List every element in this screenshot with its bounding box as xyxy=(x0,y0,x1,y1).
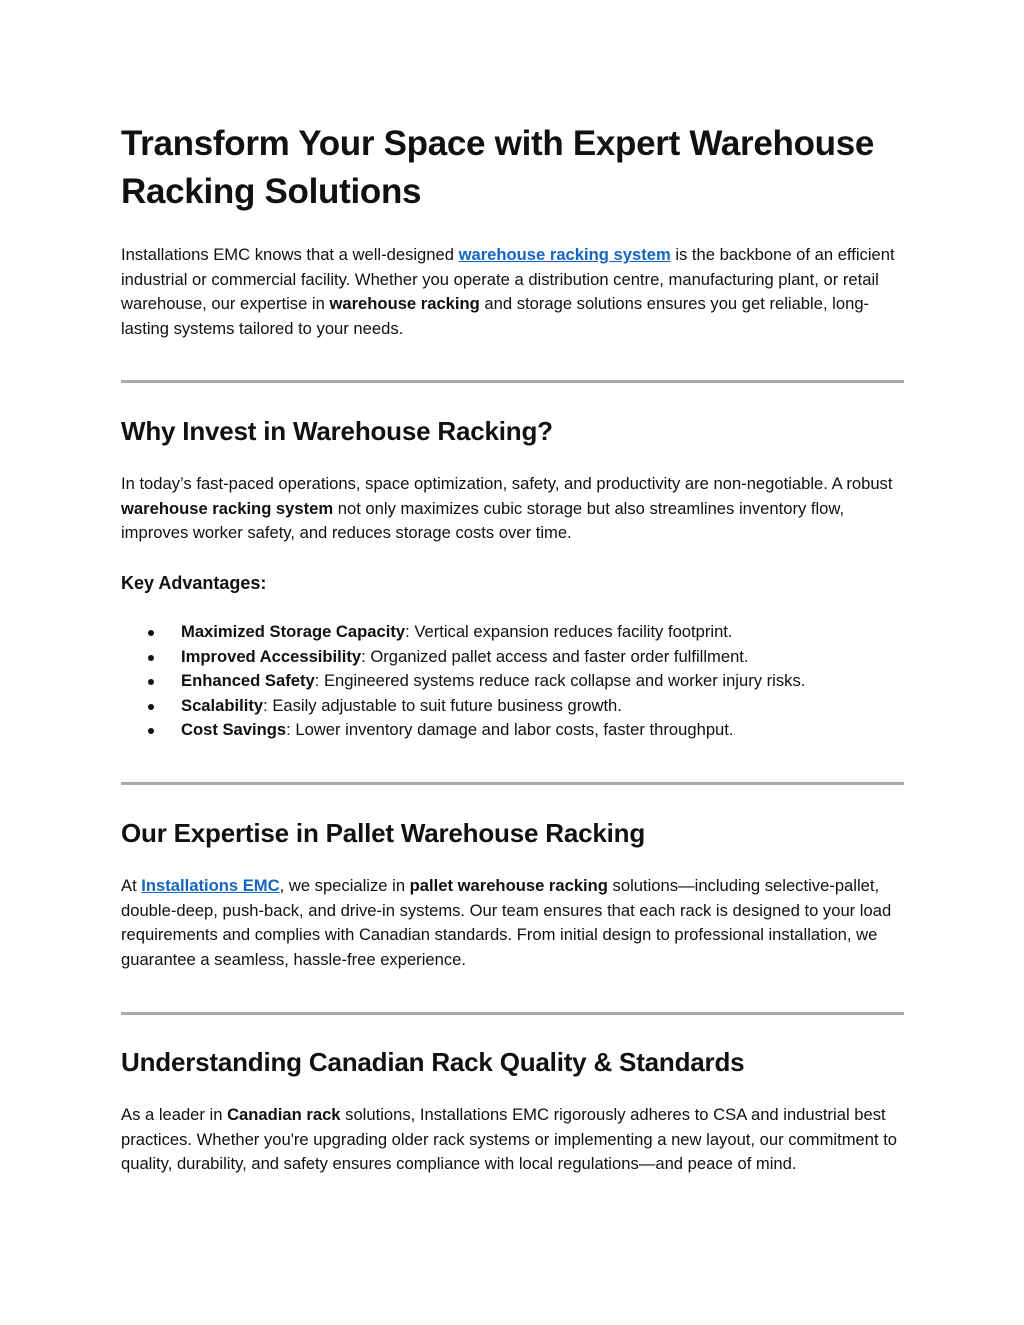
section-divider xyxy=(121,380,904,383)
why-paragraph xyxy=(121,472,904,546)
canadian-text-1: As a leader in xyxy=(121,1105,228,1124)
expertise-text-2: , we specialize in xyxy=(279,876,410,895)
expertise-text-1: At xyxy=(121,876,142,895)
canadian-bold-term: Canadian rack xyxy=(227,1105,341,1124)
canadian-text-2: solutions, Installations EMC rigorously adheres to CSA and industrial best practices. Whether you're upgrading older rack systems or implementing a new layout, our commitment to quality, durability, and safety ensures compliance with local regulations—and peace of mind. xyxy=(121,1105,898,1173)
advantage-desc: : Lower inventory damage and labor costs, faster throughput. xyxy=(286,720,734,739)
list-item xyxy=(121,645,904,670)
advantage-desc: : Organized pallet access and faster order fulfillment. xyxy=(361,646,749,666)
advantage-term: Enhanced Safety xyxy=(181,671,315,690)
why-bold-term: warehouse racking system xyxy=(121,498,334,518)
expertise-text-3: solutions—including selective-pallet, double-deep, push-back, and drive-in systems. Our team ensures that each rack is designed to your load requirements and complies with Canadian standards. From initial design to professional installation, we guarantee a seamless, hassle-free experience. xyxy=(121,876,892,969)
advantage-desc: : Engineered systems reduce rack collapse and worker injury risks. xyxy=(314,671,806,690)
warehouse-racking-system-link[interactable]: warehouse racking system xyxy=(458,245,671,264)
bullet-icon xyxy=(148,679,154,685)
advantage-term: Maximized Storage Capacity xyxy=(181,622,406,641)
advantage-desc: : Vertical expansion reduces facility footprint. xyxy=(405,622,733,641)
key-advantages-heading: Key Advantages: xyxy=(121,573,267,593)
advantage-term: Cost Savings xyxy=(181,720,287,739)
bullet-icon xyxy=(148,630,154,636)
intro-text-2: is the backbone of an efficient industrial or commercial facility. Whether you operate a distribution centre, manufacturing plant, or retail warehouse, our expertise in xyxy=(121,245,895,313)
page-title: Transform Your Space with Expert Warehouse Racking Solutions xyxy=(121,124,875,211)
section-divider xyxy=(121,782,904,785)
advantage-term: Scalability xyxy=(181,695,264,715)
why-text-1: In today’s fast-paced operations, space optimization, safety, and productivity are non-negotiable. A robust xyxy=(121,474,893,493)
intro-bold-term: warehouse racking xyxy=(329,294,480,313)
advantage-term: Improved Accessibility xyxy=(181,646,362,666)
advantages-list xyxy=(121,620,904,743)
why-heading: Why Invest in Warehouse Racking? xyxy=(121,416,553,446)
section-divider xyxy=(121,1012,904,1015)
bullet-icon xyxy=(148,655,154,661)
why-text-2: not only maximizes cubic storage but also streamlines inventory flow, improves worker safety, and reduces storage costs over time. xyxy=(121,498,845,542)
list-item xyxy=(121,620,904,645)
expertise-heading: Our Expertise in Pallet Warehouse Racking xyxy=(121,818,646,848)
list-item xyxy=(121,669,904,694)
advantage-desc: : Easily adjustable to suit future business growth. xyxy=(263,695,622,715)
expertise-bold-term: pallet warehouse racking xyxy=(409,876,608,895)
bullet-icon xyxy=(148,704,154,710)
canadian-paragraph xyxy=(121,1103,904,1177)
list-item xyxy=(121,694,904,719)
installations-emc-link[interactable]: Installations EMC xyxy=(141,876,280,895)
bullet-icon xyxy=(148,728,154,734)
canadian-heading: Understanding Canadian Rack Quality & Standards xyxy=(121,1047,745,1077)
intro-text-1: Installations EMC knows that a well-designed xyxy=(121,245,459,264)
expertise-paragraph xyxy=(121,874,904,972)
list-item xyxy=(121,718,904,743)
intro-paragraph xyxy=(121,243,904,341)
intro-text-3: and storage solutions ensures you get reliable, long-lasting systems tailored to your needs. xyxy=(121,294,870,338)
